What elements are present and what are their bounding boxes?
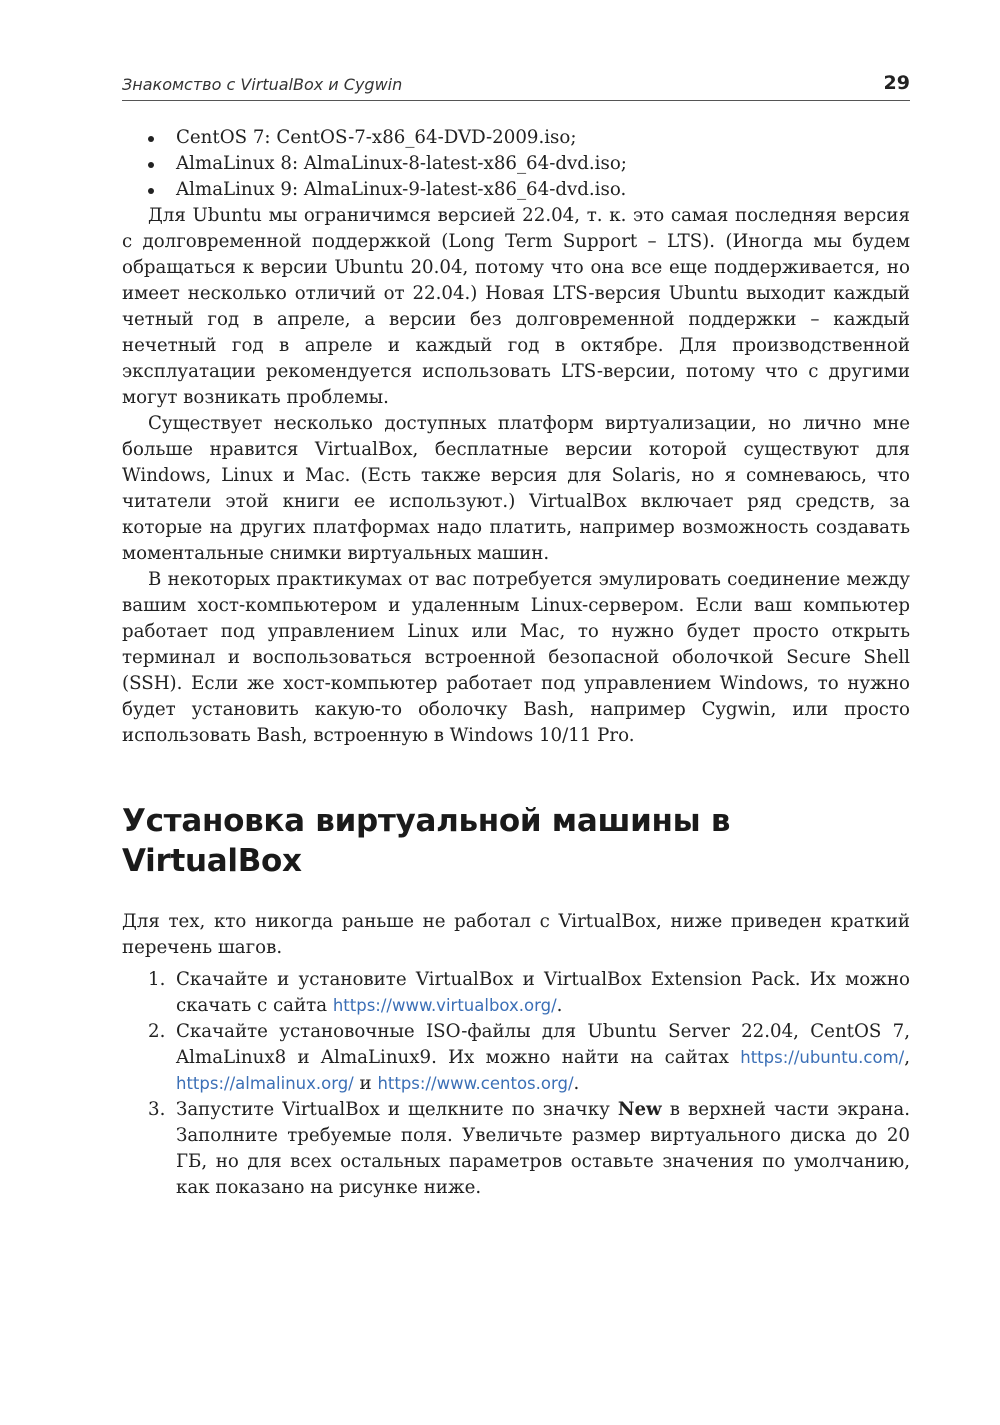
step-text: Запустите VirtualBox и щелкните по значку xyxy=(176,1099,618,1120)
list-item xyxy=(122,151,910,177)
step-tail: . xyxy=(573,1073,580,1094)
step-text: Скачайте установочные ISO-файлы для Ubuntu Server 22.04, CentOS 7, AlmaLinux8 и AlmaLinux9. Их можно найти на сайтах xyxy=(176,1021,910,1068)
step-number: 2. xyxy=(148,1021,166,1042)
centos-link[interactable]: https://www.centos.org/ xyxy=(377,1074,574,1093)
step-text: в верхней части экрана. Заполните требуемые поля. Увеличьте размер виртуального диска до 20 ГБ, но для всех остальных параметров оставьте значения по умолчанию, как показано на рисунке ниже. xyxy=(176,1099,910,1198)
list-item-text: CentOS 7: CentOS-7-x86_64-DVD-2009.iso; xyxy=(176,127,577,148)
step-item xyxy=(122,967,910,1019)
section-heading: Установка виртуальной машины в VirtualBox xyxy=(122,803,731,879)
running-header xyxy=(122,74,910,101)
paragraph-ubuntu-lts: Для Ubuntu мы ограничимся версией 22.04, т. к. это самая последняя версия с долговременной поддержкой (Long Term Support – LTS). (Иногда мы будем обращаться к версии Ubuntu 20.04, потому что она все еще поддерживается, но имеет несколько отличий от 22.04.) Новая LTS-версия Ubuntu выходит каждый четный год в апреле, а версии без долговременной поддержки – каждый нечетный год в апреле и каждый год в октябре. Для производственной эксплуатации рекомендуется использовать LTS-версии, потому что с другими могут возникать проблемы. xyxy=(122,205,910,408)
install-steps-list xyxy=(122,967,910,1201)
page-number: 29 xyxy=(883,72,910,94)
paragraph-ssh-bash: В некоторых практикумах от вас потребуется эмулировать соединение между вашим хост-компьютером и удаленным Linux-сервером. Если ваш компьютер работает под управлением Linux или Mac, то нужно будет просто открыть терминал и воспользоваться встроенной безопасной оболочкой Secure Shell (SSH). Если же хост-компьютер работает под управлением Windows, то нужно будет установить какую-то оболочку Bash, например Cygwin, или просто использовать Bash, встроенную в Windows 10/11 Pro. xyxy=(122,569,910,746)
new-button-label: New xyxy=(617,1099,662,1120)
step-separator: и xyxy=(353,1073,378,1094)
almalinux-link[interactable]: https://almalinux.org/ xyxy=(176,1074,354,1093)
running-title: Знакомство с VirtualBox и Cygwin xyxy=(122,75,403,94)
step-separator: , xyxy=(904,1047,910,1068)
bullet-dot-icon xyxy=(148,162,154,168)
bullet-dot-icon xyxy=(148,136,154,142)
step-item xyxy=(122,1097,910,1201)
ubuntu-link[interactable]: https://ubuntu.com/ xyxy=(740,1048,905,1067)
step-number: 3. xyxy=(148,1099,166,1120)
iso-bullet-list xyxy=(122,125,910,203)
list-item xyxy=(122,177,910,203)
body-text xyxy=(122,125,910,1201)
list-item xyxy=(122,125,910,151)
step-tail: . xyxy=(556,995,563,1016)
list-item-text: AlmaLinux 8: AlmaLinux-8-latest-x86_64-dvd.iso; xyxy=(176,153,627,174)
virtualbox-link[interactable]: https://www.virtualbox.org/ xyxy=(332,996,557,1015)
step-number: 1. xyxy=(148,969,166,990)
paragraph-virtualization-platforms: Существует несколько доступных платформ виртуализации, но лично мне больше нравится VirtualBox, бесплатные версии которой существуют для Windows, Linux и Mac. (Есть также версия для Solaris, но я сомневаюсь, что читатели этой книги ее используют.) VirtualBox включает ряд средств, за которые на других платформах надо платить, например возможность создавать моментальные снимки виртуальных машин. xyxy=(122,413,910,564)
section-intro: Для тех, кто никогда раньше не работал с VirtualBox, ниже приведен краткий перечень шагов. xyxy=(122,911,910,958)
list-item-text: AlmaLinux 9: AlmaLinux-9-latest-x86_64-dvd.iso. xyxy=(176,179,627,200)
step-text: Скачайте и установите VirtualBox и VirtualBox Extension Pack. Их можно скачать с сайта xyxy=(176,969,910,1016)
step-item xyxy=(122,1019,910,1097)
bullet-dot-icon xyxy=(148,188,154,194)
